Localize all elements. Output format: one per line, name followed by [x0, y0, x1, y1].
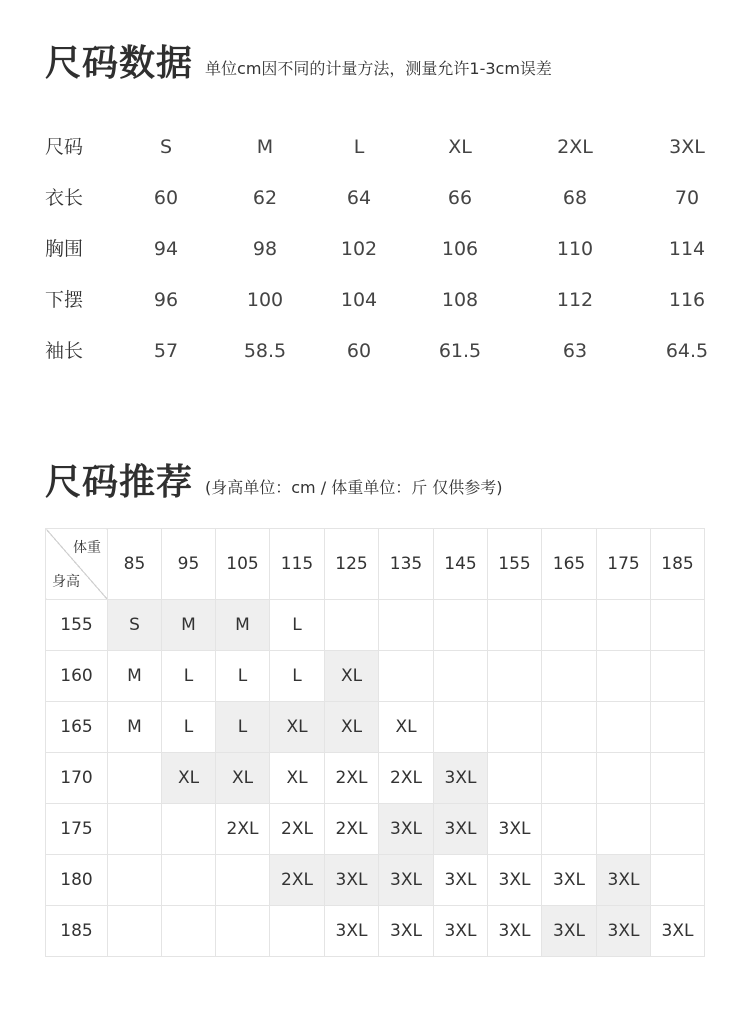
- weight-header-cell: 115: [270, 529, 325, 600]
- size-data-cell: 58.5: [243, 340, 287, 362]
- grid-row: [46, 855, 705, 906]
- size-data-cell: 62: [252, 187, 278, 209]
- size-recommend-cell: [162, 804, 216, 855]
- height-header-cell: 185: [46, 906, 108, 957]
- size-recommend-cell: 3XL: [597, 906, 651, 957]
- size-recommend-cell: 2XL: [216, 804, 270, 855]
- size-recommend-cell: [651, 855, 705, 906]
- size-recommend-cell: [542, 702, 597, 753]
- size-data-cell: 3XL: [669, 136, 705, 158]
- size-recommend-cell: 3XL: [379, 855, 434, 906]
- size-data-header: [45, 44, 552, 84]
- size-recommend-cell: [597, 600, 651, 651]
- size-recommend-cell: M: [162, 600, 216, 651]
- size-data-cell: 63: [562, 340, 588, 362]
- size-recommend-title: 尺码推荐: [45, 462, 194, 503]
- height-header-cell: 180: [46, 855, 108, 906]
- size-data-row-label: 衣长: [45, 187, 84, 209]
- size-data-row: [0, 275, 750, 326]
- size-recommend-cell: [542, 753, 597, 804]
- size-data-cell: 61.5: [438, 340, 482, 362]
- size-recommend-cell: M: [108, 651, 162, 702]
- size-recommend-cell: 3XL: [542, 855, 597, 906]
- size-data-cell: 2XL: [557, 136, 593, 158]
- size-recommend-cell: L: [216, 702, 270, 753]
- size-data-cell: 112: [556, 289, 594, 311]
- size-recommend-cell: 2XL: [379, 753, 434, 804]
- size-recommend-cell: M: [216, 600, 270, 651]
- size-data-cell: 94: [153, 238, 179, 260]
- size-data-cell: 102: [340, 238, 378, 260]
- size-data-cell: 114: [668, 238, 706, 260]
- size-recommend-cell: [434, 702, 488, 753]
- size-recommend-cell: 3XL: [434, 906, 488, 957]
- weight-header-cell: 175: [597, 529, 651, 600]
- size-recommend-cell: 3XL: [434, 753, 488, 804]
- size-recommend-cell: XL: [270, 702, 325, 753]
- size-recommend-cell: 3XL: [488, 855, 542, 906]
- size-recommend-cell: [488, 702, 542, 753]
- size-recommend-cell: [597, 702, 651, 753]
- grid-row: [46, 906, 705, 957]
- height-axis-label: 身高: [52, 574, 80, 590]
- weight-header-cell: 85: [108, 529, 162, 600]
- size-recommend-cell: XL: [162, 753, 216, 804]
- size-recommend-cell: [651, 702, 705, 753]
- grid-header-row: [46, 529, 705, 600]
- size-data-cell: 64.5: [665, 340, 709, 362]
- grid-row: [46, 804, 705, 855]
- size-recommend-cell: XL: [270, 753, 325, 804]
- size-recommend-cell: 2XL: [325, 804, 379, 855]
- weight-axis-label: 体重: [73, 540, 101, 556]
- size-recommend-cell: [651, 753, 705, 804]
- height-header-cell: 175: [46, 804, 108, 855]
- size-data-cell: 116: [668, 289, 706, 311]
- size-data-cell: 98: [252, 238, 278, 260]
- size-recommend-cell: 3XL: [434, 804, 488, 855]
- size-recommend-cell: [597, 753, 651, 804]
- size-data-cell: 96: [153, 289, 179, 311]
- size-recommend-cell: [108, 804, 162, 855]
- size-recommend-grid: [45, 528, 705, 957]
- size-recommend-cell: [108, 906, 162, 957]
- size-recommend-cell: 3XL: [325, 855, 379, 906]
- size-data-cell: 106: [441, 238, 479, 260]
- size-data-cell: 110: [556, 238, 594, 260]
- size-data-row: [0, 173, 750, 224]
- size-recommend-cell: [542, 804, 597, 855]
- size-recommend-cell: 3XL: [379, 906, 434, 957]
- size-recommend-cell: [379, 651, 434, 702]
- size-data-table: [0, 122, 750, 377]
- size-data-cell: 57: [153, 340, 179, 362]
- size-data-cell: L: [353, 136, 365, 158]
- size-data-cell: 60: [346, 340, 372, 362]
- weight-header-cell: 125: [325, 529, 379, 600]
- size-data-row-label: 袖长: [45, 340, 84, 362]
- size-recommend-cell: [597, 651, 651, 702]
- height-header-cell: 165: [46, 702, 108, 753]
- size-data-row: [0, 122, 750, 173]
- grid-row: [46, 600, 705, 651]
- size-recommend-cell: L: [270, 600, 325, 651]
- size-recommend-cell: [216, 906, 270, 957]
- size-recommend-cell: 3XL: [434, 855, 488, 906]
- height-header-cell: 160: [46, 651, 108, 702]
- size-recommend-cell: S: [108, 600, 162, 651]
- size-recommend-cell: XL: [325, 702, 379, 753]
- size-recommend-cell: 3XL: [488, 906, 542, 957]
- grid-row: [46, 753, 705, 804]
- size-data-cell: 64: [346, 187, 372, 209]
- size-recommend-cell: [488, 651, 542, 702]
- size-recommend-cell: L: [270, 651, 325, 702]
- size-recommend-cell: [162, 855, 216, 906]
- size-data-note: 单位cm因不同的计量方法，测量允许1-3cm误差: [205, 59, 552, 78]
- size-recommend-note: (身高单位：cm / 体重单位：斤 仅供参考): [205, 478, 503, 497]
- size-recommend-cell: [542, 600, 597, 651]
- size-data-cell: 104: [340, 289, 378, 311]
- size-recommend-cell: 2XL: [270, 804, 325, 855]
- size-data-cell: M: [256, 136, 274, 158]
- height-header-cell: 170: [46, 753, 108, 804]
- size-data-cell: XL: [448, 136, 472, 158]
- weight-header-cell: 105: [216, 529, 270, 600]
- size-recommend-cell: [651, 651, 705, 702]
- size-data-row: [0, 326, 750, 377]
- height-header-cell: 155: [46, 600, 108, 651]
- size-recommend-cell: [651, 600, 705, 651]
- size-recommend-cell: 3XL: [542, 906, 597, 957]
- size-recommend-cell: 3XL: [597, 855, 651, 906]
- size-recommend-cell: XL: [216, 753, 270, 804]
- size-recommend-cell: XL: [325, 651, 379, 702]
- size-data-cell: 108: [441, 289, 479, 311]
- size-recommend-cell: 3XL: [651, 906, 705, 957]
- size-data-row: [0, 224, 750, 275]
- size-recommend-cell: 2XL: [270, 855, 325, 906]
- size-recommend-cell: 3XL: [488, 804, 542, 855]
- size-data-cell: 68: [562, 187, 588, 209]
- size-data-cell: S: [159, 136, 173, 158]
- size-recommend-cell: 3XL: [379, 804, 434, 855]
- size-recommend-cell: [108, 753, 162, 804]
- weight-header-cell: 155: [488, 529, 542, 600]
- size-data-cell: 70: [674, 187, 700, 209]
- size-recommend-cell: [162, 906, 216, 957]
- size-recommend-cell: [325, 600, 379, 651]
- size-recommend-cell: XL: [379, 702, 434, 753]
- size-recommend-cell: [488, 600, 542, 651]
- weight-header-cell: 185: [651, 529, 705, 600]
- weight-header-cell: 145: [434, 529, 488, 600]
- size-data-cell: 60: [153, 187, 179, 209]
- size-recommend-cell: [270, 906, 325, 957]
- size-data-cell: 66: [447, 187, 473, 209]
- size-recommend-cell: 3XL: [325, 906, 379, 957]
- size-recommend-cell: [434, 651, 488, 702]
- size-recommend-cell: [542, 651, 597, 702]
- grid-row: [46, 702, 705, 753]
- size-recommend-cell: [488, 753, 542, 804]
- size-recommend-cell: [216, 855, 270, 906]
- size-recommend-cell: [434, 600, 488, 651]
- size-recommend-cell: [651, 804, 705, 855]
- size-recommend-cell: L: [162, 702, 216, 753]
- size-data-row-label: 下摆: [45, 289, 84, 311]
- grid-corner: [46, 529, 108, 600]
- size-recommend-cell: M: [108, 702, 162, 753]
- size-recommend-cell: [597, 804, 651, 855]
- size-recommend-cell: 2XL: [325, 753, 379, 804]
- size-recommend-cell: L: [216, 651, 270, 702]
- size-recommend-cell: [379, 600, 434, 651]
- size-data-title: 尺码数据: [45, 43, 194, 84]
- size-data-cell: 100: [246, 289, 284, 311]
- weight-header-cell: 135: [379, 529, 434, 600]
- grid-row: [46, 651, 705, 702]
- size-recommend-cell: L: [162, 651, 216, 702]
- size-data-row-label: 尺码: [45, 136, 84, 158]
- size-data-row-label: 胸围: [45, 238, 84, 260]
- size-recommend-cell: [108, 855, 162, 906]
- size-recommend-header: [45, 463, 503, 503]
- weight-header-cell: 95: [162, 529, 216, 600]
- weight-header-cell: 165: [542, 529, 597, 600]
